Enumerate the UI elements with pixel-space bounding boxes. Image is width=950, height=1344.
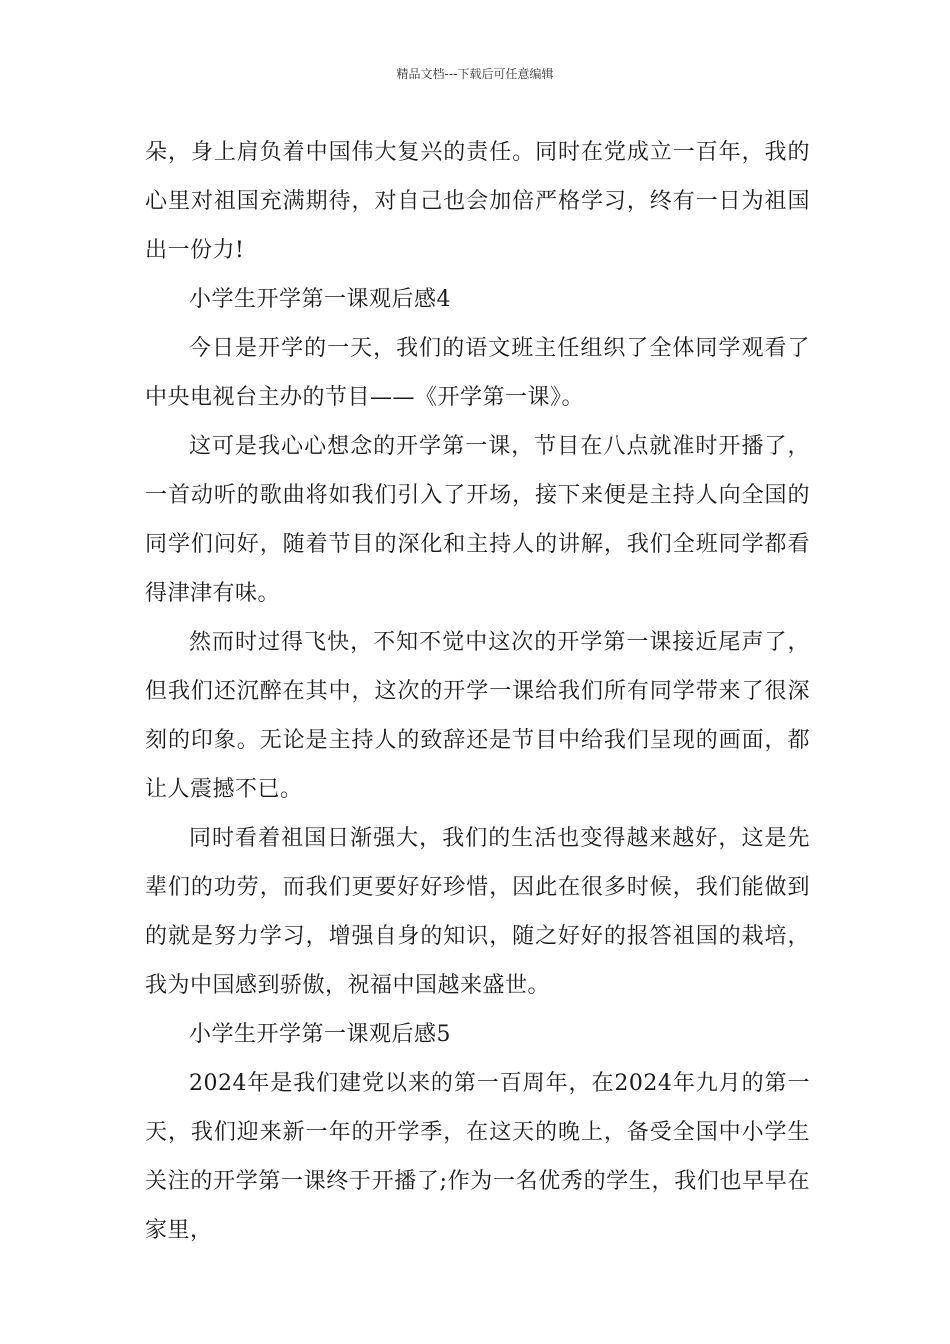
paragraph: 2024年是我们建党以来的第一百周年，在2024年九月的第一天，我们迎来新一年的开学季，在这天的晚上，备受全国中小学生关注的开学第一课终于开播了;作为一名优秀的学生，我们也早早在家里， — [145, 1071, 810, 1243]
paragraph: 同时看着祖国日渐强大，我们的生活也变得越来越好，这是先辈们的功劳，而我们更要好好珍惜，因此在很多时候，我们能做到的就是努力学习，增强自身的知识，随之好好的报答祖国的栽培，我为中国感到骄傲，祝福中国越来盛世。 — [145, 826, 810, 998]
paragraph: 这可是我心心想念的开学第一课，节目在八点就准时开播了，一首动听的歌曲将如我们引入了开场，接下来便是主持人向全国的同学们问好，随着节目的深化和主持人的讲解，我们全班同学都看得津津有味。 — [145, 434, 810, 606]
document-body — [145, 128, 810, 1255]
section-heading-5: 小学生开学第一课观后感5 — [189, 1022, 451, 1047]
section-heading-4: 小学生开学第一课观后感4 — [189, 287, 451, 312]
paragraph: 今日是开学的一天，我们的语文班主任组织了全体同学观看了中央电视台主办的节目——《开学第一课》。 — [145, 336, 810, 410]
page-header: 精品文档---下载后可任意编辑 — [396, 67, 554, 81]
paragraph: 然而时过得飞快，不知不觉中这次的开学第一课接近尾声了，但我们还沉醉在其中，这次的开学一课给我们所有同学带来了很深刻的印象。无论是主持人的致辞还是节目中给我们呈现的画面，都让人震撼不已。 — [145, 630, 810, 802]
paragraph-continuation: 朵，身上肩负着中国伟大复兴的责任。同时在党成立一百年，我的心里对祖国充满期待，对自己也会加倍严格学习，终有一日为祖国出一份力! — [145, 140, 810, 263]
